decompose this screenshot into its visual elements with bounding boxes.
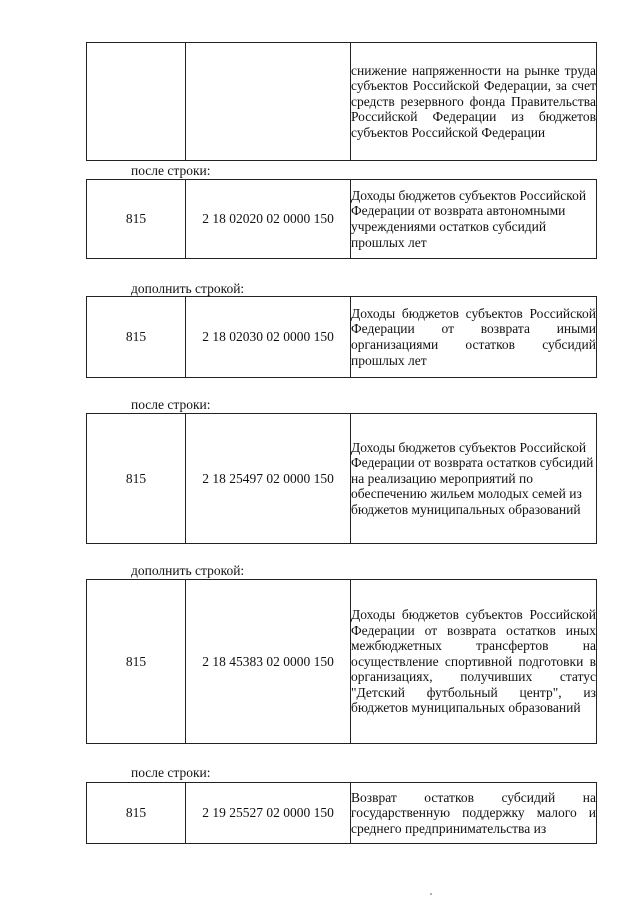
income-description: Доходы бюджетов субъектов Российской Федерации от возврата остатков иных межбюджетных трансфертов на осуществление спортивной подготовки в организациях, получивших статус "Детский футбольный центр", из бюджетов муниципальных образований <box>351 606 596 716</box>
kbk-code-cell <box>186 580 351 744</box>
kbk-code: 2 18 02020 02 0000 150 <box>202 211 334 227</box>
insertion-label-after-row: после строки: <box>131 397 211 412</box>
kbk-code: 2 18 02030 02 0000 150 <box>202 329 334 345</box>
budget-table-row-added <box>86 579 597 744</box>
kbk-code-cell <box>186 180 351 259</box>
kbk-code: 2 18 45383 02 0000 150 <box>202 653 334 669</box>
income-description: снижение напряженности на рынке труда субъектов Российской Федерации, за счет средств резервного фонда Правительства Российской Федерации из бюджетов субъектов Российской Федерации <box>351 62 596 140</box>
insertion-label-add-row: дополнить строкой: <box>131 563 245 578</box>
income-description: Доходы бюджетов субъектов Российской Федерации от возврата остатков субсидий на реализацию мероприятий по обеспечению жильем молодых семей из бюджетов муниципальных образований <box>351 439 594 517</box>
kbk-code-cell <box>186 783 351 844</box>
insertion-label-add-row: дополнить строкой: <box>131 281 245 296</box>
admin-code: 815 <box>125 470 147 486</box>
budget-table-row-continuation <box>86 42 597 161</box>
income-description: Доходы бюджетов субъектов Российской Федерации от возврата иными организациями остатков субсидий прошлых лет <box>351 305 596 368</box>
admin-code: 815 <box>125 329 147 345</box>
scan-artifact-dot <box>430 893 432 895</box>
admin-code: 815 <box>125 805 147 821</box>
admin-code-cell <box>87 180 186 259</box>
insertion-label-after-row: после строки: <box>131 765 211 780</box>
budget-table-row-added <box>86 296 597 378</box>
income-description: Возврат остатков субсидий на государственную поддержку малого и среднего предпринимательства из <box>351 789 596 836</box>
admin-code-cell <box>87 414 186 544</box>
budget-table-row <box>86 413 597 544</box>
kbk-code: 2 18 25497 02 0000 150 <box>202 470 334 486</box>
income-description-cell <box>351 580 597 744</box>
admin-code-cell <box>87 580 186 744</box>
admin-code-cell <box>87 783 186 844</box>
income-description-cell <box>351 297 597 378</box>
admin-code: 815 <box>125 653 147 669</box>
income-description: Доходы бюджетов субъектов Российской Федерации от возврата автономными учреждениями остатков субсидий прошлых лет <box>351 187 587 250</box>
insertion-label-after-row: после строки: <box>131 163 211 178</box>
kbk-code-cell <box>186 297 351 378</box>
kbk-code-cell <box>186 414 351 544</box>
budget-table-row-continued <box>86 782 597 844</box>
income-description-cell <box>351 43 597 161</box>
admin-code-cell <box>87 297 186 378</box>
admin-code: 815 <box>125 211 147 227</box>
income-description-cell <box>351 180 597 259</box>
budget-table-row <box>86 179 597 259</box>
admin-code-cell <box>87 43 186 161</box>
income-description-cell <box>351 783 597 844</box>
kbk-code-cell <box>186 43 351 161</box>
income-description-cell <box>351 414 597 544</box>
kbk-code: 2 19 25527 02 0000 150 <box>202 805 334 821</box>
